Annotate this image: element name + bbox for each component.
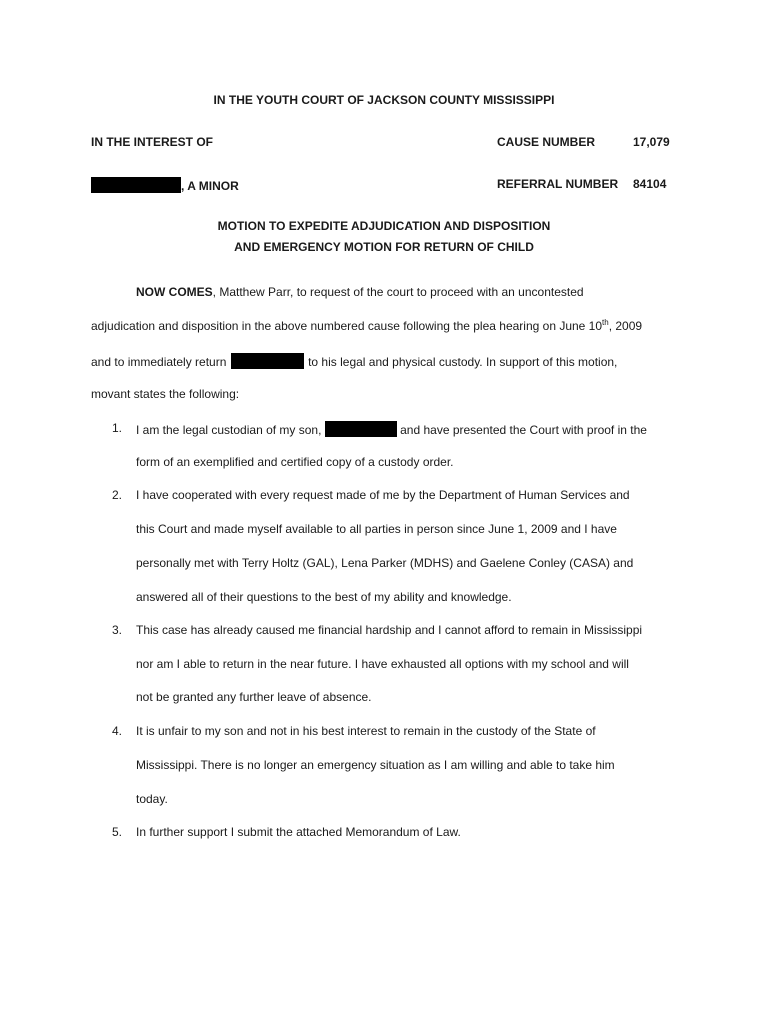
- intro-line-3: [91, 353, 617, 369]
- interest-label: IN THE INTEREST OF: [91, 135, 214, 149]
- motion-title-line-1: MOTION TO EXPEDITE ADJUDICATION AND DISPOSITION: [217, 219, 551, 233]
- list-item-text: I am the legal custodian of my son,: [136, 423, 322, 437]
- list-item-text: and have presented the Court with proof in the: [400, 423, 647, 437]
- list-item-line: personally met with Terry Holtz (GAL), Lena Parker (MDHS) and Gaelene Conley (CASA) and: [136, 556, 634, 570]
- list-item-line: [136, 421, 647, 437]
- list-item-line: I have cooperated with every request made of me by the Department of Human Services and: [136, 488, 630, 502]
- cause-number-value: 17,079: [633, 135, 670, 149]
- intro-line-2-text: adjudication and disposition in the above numbered cause following the plea hearing on June 10: [91, 319, 603, 333]
- intro-line-2-year: , 2009: [608, 319, 643, 333]
- redacted-child-name-box: [231, 353, 304, 369]
- list-item-line: Mississippi. There is no longer an emergency situation as I am willing and able to take him: [136, 758, 615, 772]
- minor-label: , A MINOR: [181, 179, 239, 193]
- minor-line: [91, 177, 239, 193]
- now-comes-label: NOW COMES: [136, 285, 213, 299]
- referral-number-value: 84104: [633, 177, 667, 191]
- list-item-line: In further support I submit the attached Memorandum of Law.: [136, 825, 461, 839]
- intro-line-1: [136, 285, 584, 299]
- intro-line-2: [91, 319, 642, 333]
- motion-title-line-2: AND EMERGENCY MOTION FOR RETURN OF CHILD: [234, 240, 534, 254]
- redacted-son-name-box: [325, 421, 397, 437]
- list-item-line: today.: [136, 792, 168, 806]
- list-item-line: not be granted any further leave of absence.: [136, 690, 372, 704]
- redacted-name-box: [91, 177, 181, 193]
- date-ordinal-superscript: th: [602, 318, 609, 327]
- list-item-line: It is unfair to my son and not in his best interest to remain in the custody of the State of: [136, 724, 596, 738]
- intro-line-1-text: , Matthew Parr, to request of the court to proceed with an uncontested: [212, 285, 584, 299]
- list-item-number: 2.: [111, 488, 122, 502]
- list-item-number: 3.: [111, 623, 122, 637]
- list-item-line: form of an exemplified and certified copy of a custody order.: [136, 455, 454, 469]
- list-item-number: 1.: [111, 421, 122, 435]
- list-item-number: 4.: [111, 724, 122, 738]
- list-item-line: this Court and made myself available to all parties in person since June 1, 2009 and I have: [136, 522, 617, 536]
- list-item-line: This case has already caused me financial hardship and I cannot afford to remain in Mississippi: [136, 623, 643, 637]
- cause-number-label: CAUSE NUMBER: [497, 135, 596, 149]
- intro-line-4: movant states the following:: [91, 387, 240, 401]
- list-item-number: 5.: [111, 825, 122, 839]
- intro-line-3-rest: to his legal and physical custody. In support of this motion,: [308, 355, 618, 369]
- list-item-line: nor am I able to return in the near future. I have exhausted all options with my school and will: [136, 657, 629, 671]
- referral-number-label: REFERRAL NUMBER: [497, 177, 619, 191]
- court-title: IN THE YOUTH COURT OF JACKSON COUNTY MISSISSIPPI: [213, 93, 555, 107]
- intro-line-3-text: and to immediately return: [91, 355, 227, 369]
- list-item-line: answered all of their questions to the best of my ability and knowledge.: [136, 590, 512, 604]
